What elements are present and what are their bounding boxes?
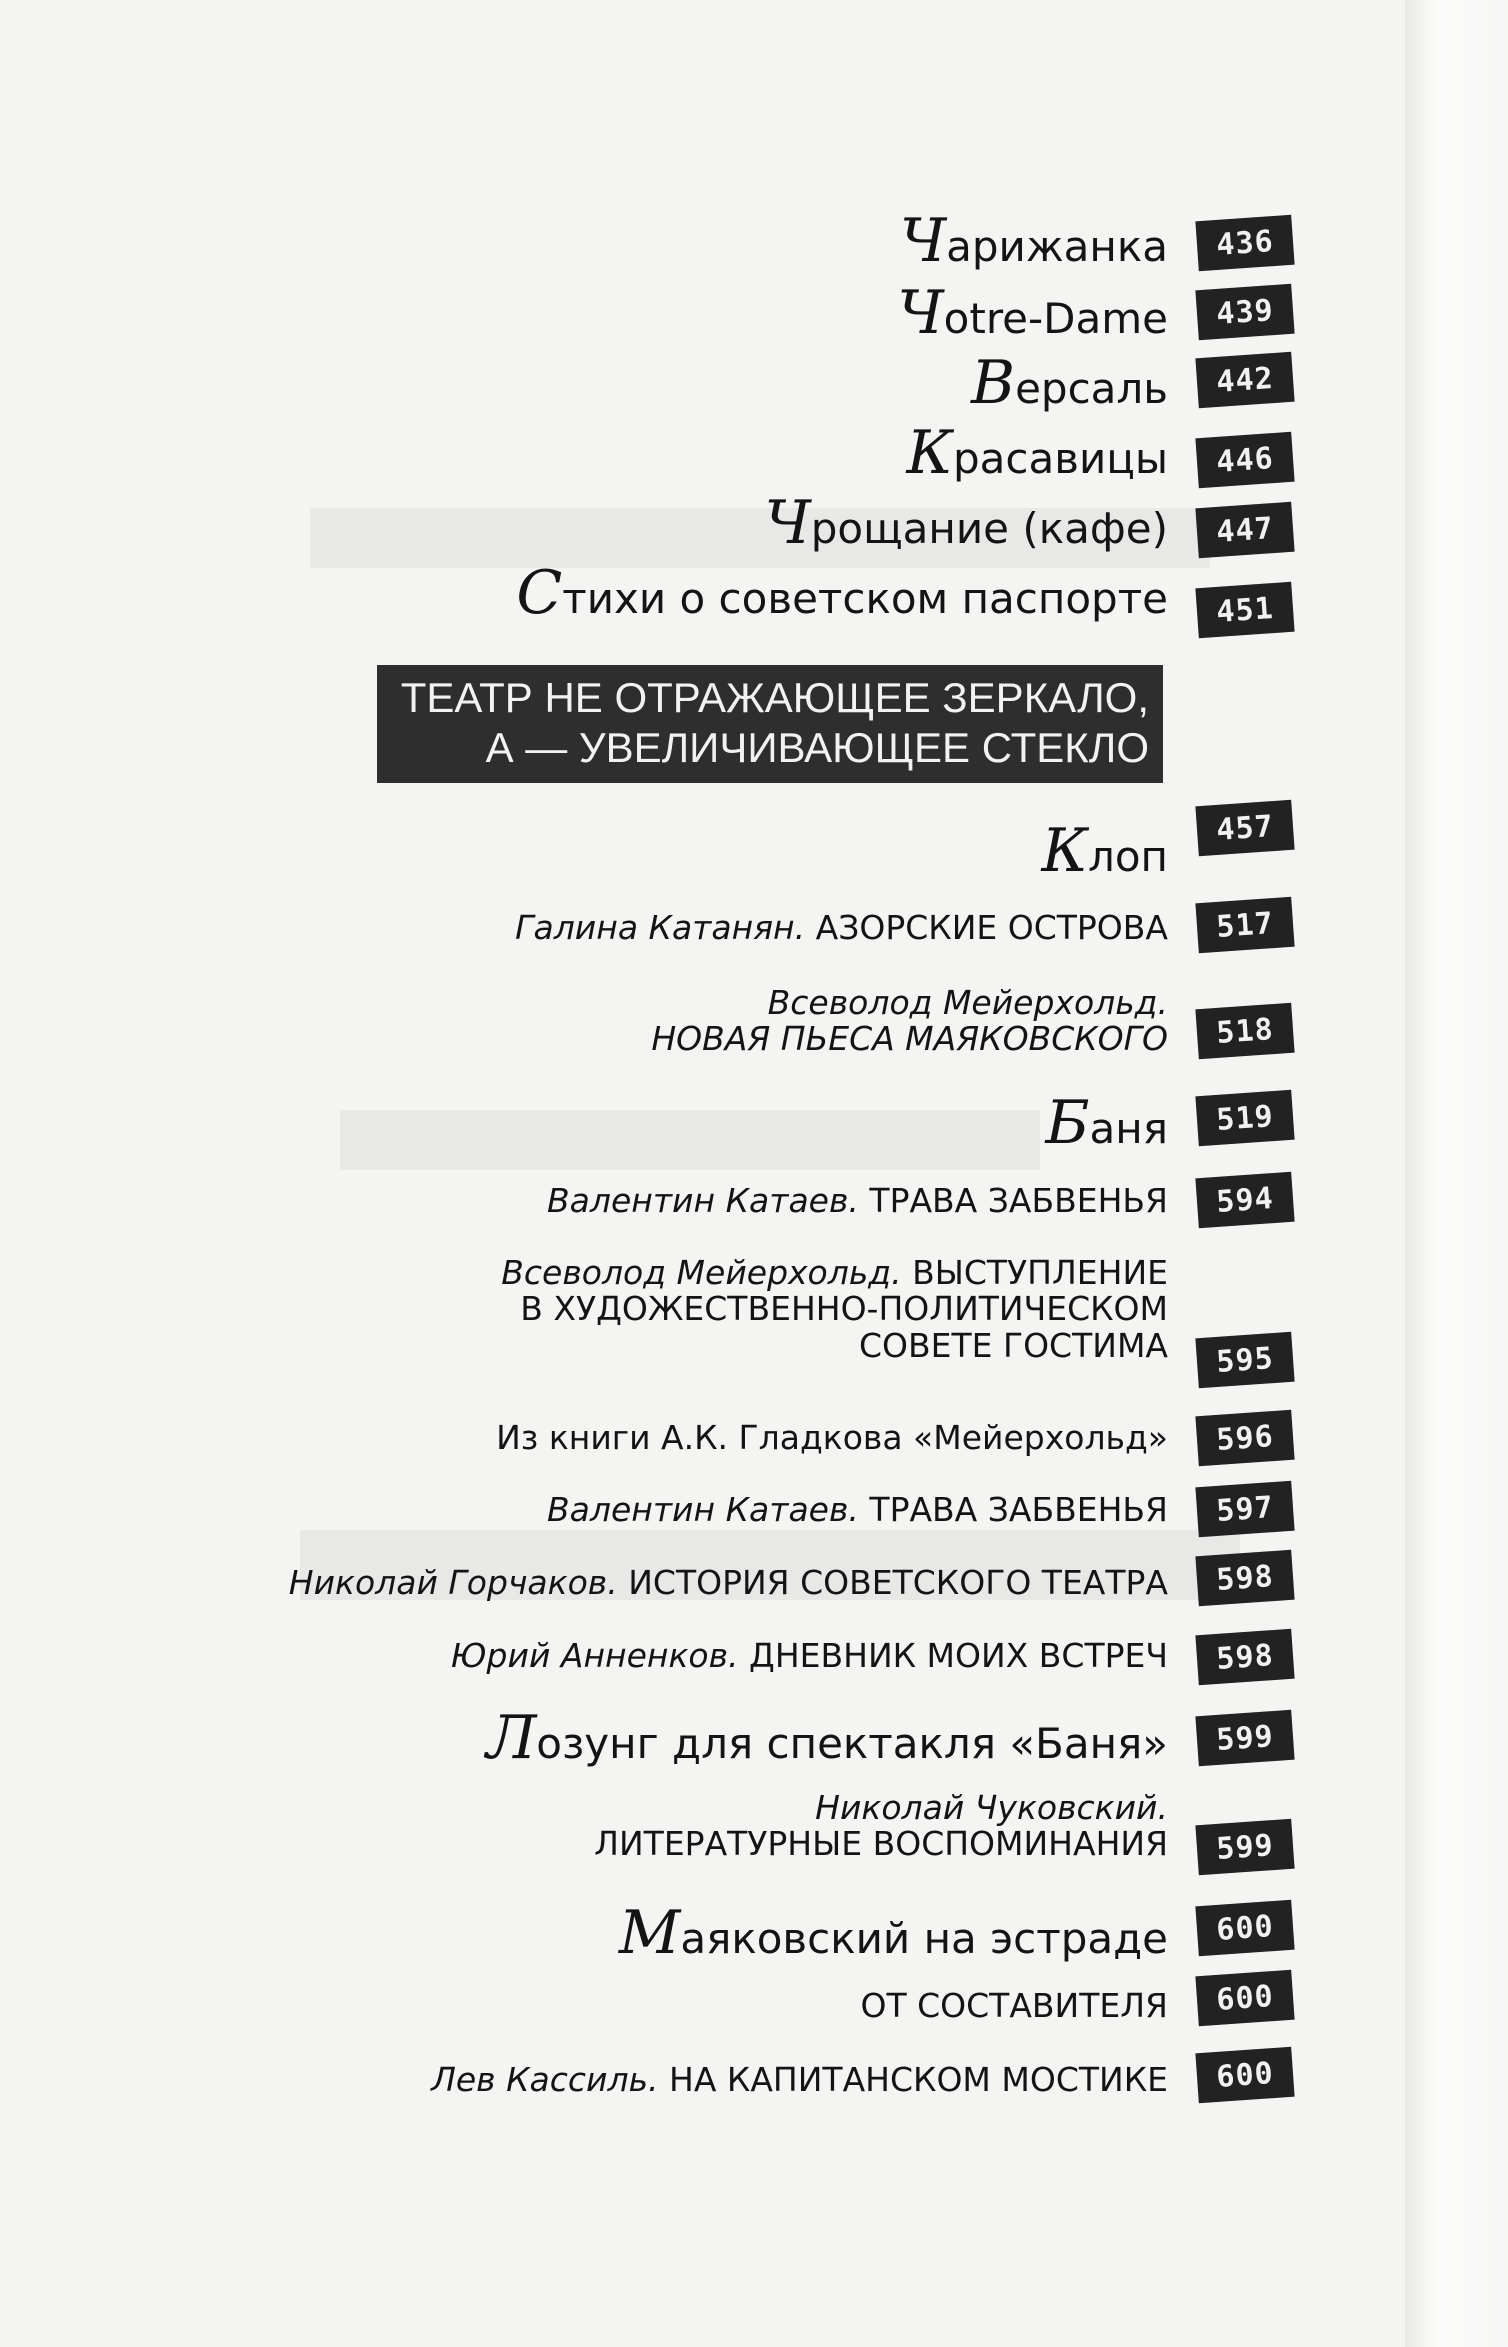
toc-entry xyxy=(515,910,1168,946)
entry-title-line-2: В ХУДОЖЕСТВЕННО-ПОЛИТИЧЕСКОМ xyxy=(520,1289,1168,1329)
entry-title: ОТ СОСТАВИТЕЛЯ xyxy=(860,1986,1168,2025)
toc-entry xyxy=(516,560,1168,626)
entry-title: АЗОРСКИЕ ОСТРОВА xyxy=(815,908,1168,947)
entry-title: аяковский на эстраде xyxy=(680,1914,1168,1963)
page-number-badge: 597 xyxy=(1195,1481,1294,1538)
page-number-badge: 596 xyxy=(1195,1410,1294,1467)
toc-entry xyxy=(897,280,1168,346)
entry-title: НА КАПИТАНСКОМ МОСТИКЕ xyxy=(669,2060,1168,2099)
entry-title: Из книги А.К. Гладкова «Мейерхольд» xyxy=(496,1418,1168,1457)
toc-entry xyxy=(900,208,1168,274)
entry-title: ИСТОРИЯ СОВЕТСКОГО ТЕАТРА xyxy=(628,1563,1168,1602)
page-number-badge: 594 xyxy=(1195,1172,1294,1229)
drop-cap: К xyxy=(906,418,953,488)
section-banner xyxy=(377,665,1163,783)
page-number-badge: 447 xyxy=(1195,502,1294,559)
entry-author: Лев Кассиль. xyxy=(431,2060,659,2099)
page-number-badge: 599 xyxy=(1195,1710,1294,1767)
entry-title: рощание (кафе) xyxy=(810,504,1168,553)
entry-author: Всеволод Мейерхольд. xyxy=(767,983,1168,1022)
toc-entry xyxy=(971,350,1168,416)
entry-author: Николай Чуковский. xyxy=(815,1788,1168,1827)
drop-cap: С xyxy=(516,558,563,628)
page-number-badge: 517 xyxy=(1195,897,1294,954)
entry-title: ерсаль xyxy=(1015,364,1168,413)
toc-entry xyxy=(907,420,1168,486)
entry-author: Галина Катанян. xyxy=(515,908,806,947)
entry-author: Валентин Катаев. xyxy=(547,1490,859,1529)
drop-cap: Ч xyxy=(764,488,811,558)
drop-cap: В xyxy=(970,348,1016,418)
entry-title: ДНЕВНИК МОИХ ВСТРЕЧ xyxy=(749,1636,1168,1675)
entry-author: Всеволод Мейерхольд. xyxy=(501,1253,902,1292)
banner-line-2: А — УВЕЛИЧИВАЮЩЕЕ СТЕКЛО xyxy=(485,724,1149,772)
toc-entry xyxy=(619,1900,1168,1966)
toc-entry xyxy=(1042,818,1168,884)
entry-title: аня xyxy=(1089,1104,1168,1153)
drop-cap: Б xyxy=(1045,1088,1090,1158)
entry-title: расавицы xyxy=(952,434,1168,483)
toc-entry xyxy=(594,1790,1168,1863)
page-number-badge: 595 xyxy=(1195,1332,1294,1389)
entry-title: тихи о советском паспорте xyxy=(562,574,1168,623)
entry-title: НОВАЯ ПЬЕСА МАЯКОВСКОГО xyxy=(651,1019,1168,1059)
entry-title-line-1: ВЫСТУПЛЕНИЕ xyxy=(912,1253,1168,1292)
banner-line-1: ТЕАТР НЕ ОТРАЖАЮЩЕЕ ЗЕРКАЛО, xyxy=(400,674,1149,721)
toc-entry xyxy=(861,1988,1169,2024)
toc-entry xyxy=(451,1638,1168,1674)
entry-title-line-3: СОВЕТЕ ГОСТИМА xyxy=(858,1325,1168,1365)
entry-title: ТРАВА ЗАБВЕНЬЯ xyxy=(869,1181,1168,1220)
page-number-badge: 519 xyxy=(1195,1090,1294,1147)
page-number-badge: 457 xyxy=(1195,800,1294,857)
page-number-badge: 446 xyxy=(1195,432,1294,489)
toc-entry xyxy=(486,1705,1168,1771)
page-number-badge: 518 xyxy=(1195,1003,1294,1060)
page-number-badge: 600 xyxy=(1195,2047,1294,2104)
page-number-badge: 436 xyxy=(1195,215,1294,272)
page-number-badge: 439 xyxy=(1195,284,1294,341)
entry-author: Николай Горчаков. xyxy=(288,1563,618,1602)
entry-title: озунг для спектакля «Баня» xyxy=(536,1719,1168,1768)
entry-title: лоп xyxy=(1087,832,1168,881)
toc-entry xyxy=(764,490,1168,556)
toc-entry xyxy=(547,1183,1168,1219)
page-number-badge: 598 xyxy=(1195,1629,1294,1686)
drop-cap: Л xyxy=(486,1703,537,1773)
toc-entry xyxy=(289,1565,1168,1601)
toc-entry xyxy=(431,2062,1168,2098)
toc-entry xyxy=(496,1420,1168,1456)
toc-entry xyxy=(501,1255,1168,1364)
page-number-badge: 451 xyxy=(1195,582,1294,639)
entry-author: Валентин Катаев. xyxy=(547,1181,859,1220)
page-number-badge: 442 xyxy=(1195,352,1294,409)
toc-entry xyxy=(547,1492,1168,1528)
entry-title: арижанка xyxy=(946,222,1168,271)
toc-entry xyxy=(1045,1090,1168,1156)
drop-cap: Ч xyxy=(899,206,947,276)
toc-entry xyxy=(651,985,1168,1058)
entry-title: ЛИТЕРАТУРНЫЕ ВОСПОМИНАНИЯ xyxy=(594,1824,1168,1864)
page-number-badge: 598 xyxy=(1195,1550,1294,1607)
entry-author: Юрий Анненков. xyxy=(450,1636,739,1675)
page-number-badge: 600 xyxy=(1195,1970,1294,2027)
drop-cap: М xyxy=(618,1898,681,1968)
entry-title: otre-Dame xyxy=(943,294,1168,343)
page-number-badge: 600 xyxy=(1195,1900,1294,1957)
drop-cap: Ч xyxy=(897,278,944,348)
drop-cap: К xyxy=(1041,816,1088,886)
page-number-badge: 599 xyxy=(1195,1819,1294,1876)
entry-title: ТРАВА ЗАБВЕНЬЯ xyxy=(869,1490,1168,1529)
